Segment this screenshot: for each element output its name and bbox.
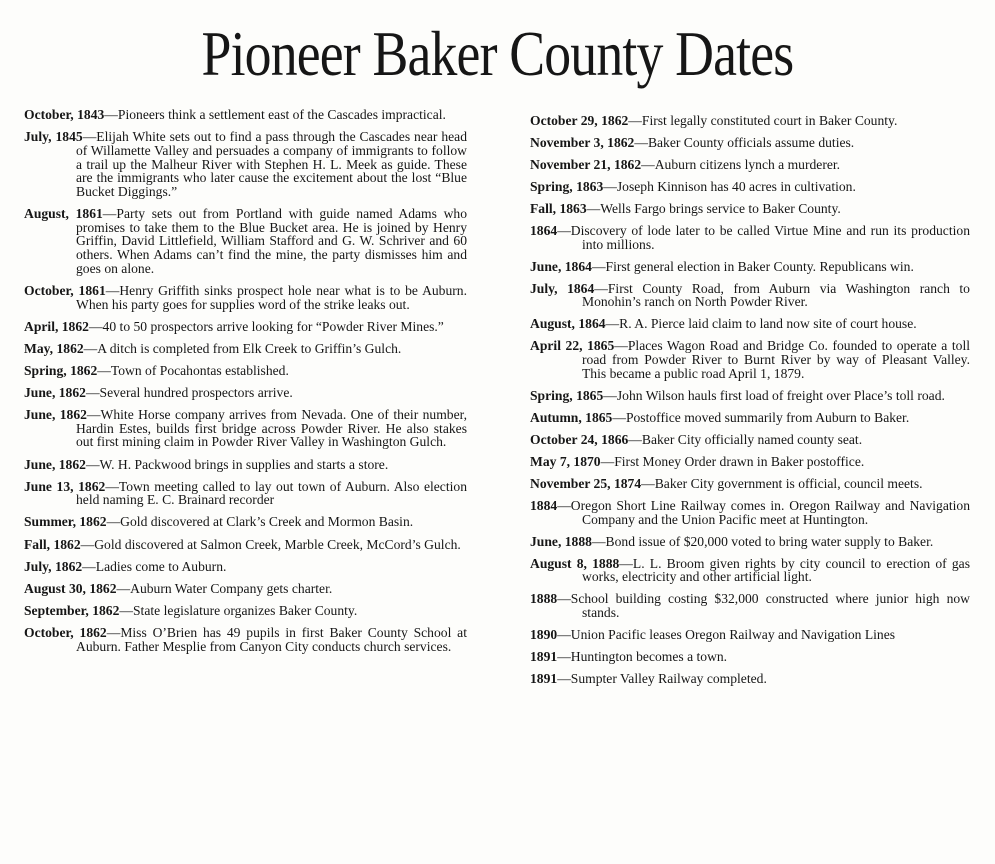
entry-date: 1890 — [530, 626, 558, 642]
entry-text: —Union Pacific leases Oregon Railway and Navigation Lines — [557, 626, 896, 642]
entry-date: October 29, 1862 — [530, 113, 629, 128]
entry-text: —A ditch is completed from Elk Creek to Griffin’s Gulch. — [83, 340, 402, 356]
entry-date: June, 1888 — [530, 533, 592, 549]
timeline-entry — [530, 535, 970, 549]
entry-date: 1864 — [530, 223, 558, 238]
timeline-entry — [530, 224, 970, 251]
timeline-entry — [24, 320, 467, 334]
timeline-entry — [24, 582, 467, 596]
entry-text: —Pioneers think a settlement east of the Cascades impractical. — [104, 107, 446, 122]
entry-text: —Places Wagon Road and Bridge Co. founded to operate a toll road from Powder River to Burnt River by way of Pleasant Valley. This became a public road April 1, 1879. — [582, 338, 970, 381]
entry-text: —State legislature organizes Baker County. — [119, 602, 358, 618]
entry-text: —John Wilson hauls first load of freight over Place’s toll road. — [603, 387, 945, 403]
entry-date: June, 1862 — [24, 407, 87, 423]
timeline-entry — [530, 136, 970, 150]
entry-text: —Auburn Water Company gets charter. — [116, 580, 333, 596]
timeline-entry — [530, 672, 970, 686]
entry-date: August 8, 1888 — [530, 555, 620, 571]
entry-date: June, 1862 — [24, 456, 86, 472]
entry-text: —Party sets out from Portland with guide named Adams who promises to take them to the Blue Bucket area. He is joined by Henry Griffin, David Littlefield, William Stafford and G. W. Schriver and 60 others. When Adams can’t find the mine, the party dismisses him and goes on alone. — [76, 206, 467, 276]
entry-text: —Sumpter Valley Railway completed. — [557, 670, 767, 686]
entry-text: —L. L. Broom given rights by city council to erection of gas works, electricity and other artificial light. — [582, 555, 970, 585]
entry-text: —Wells Fargo brings service to Baker County. — [586, 201, 841, 216]
entry-text: —Town of Pocahontas established. — [97, 362, 289, 378]
entry-text: —Auburn citizens lynch a murderer. — [641, 157, 841, 172]
timeline-entry — [530, 317, 970, 331]
timeline-entry — [530, 650, 970, 664]
entry-text: —Bond issue of $20,000 voted to bring water supply to Baker. — [591, 533, 934, 549]
entry-date: August, 1861 — [24, 206, 103, 221]
entry-date: 1884 — [530, 497, 558, 513]
entry-text: —Henry Griffith sinks prospect hole near what is to be Auburn. When his party goes for supplies word of the strike leaks out. — [76, 282, 467, 312]
entry-date: October 24, 1866 — [530, 431, 629, 447]
timeline-entry — [530, 477, 970, 491]
timeline-entry — [24, 538, 467, 552]
entry-date: July, 1845 — [24, 129, 83, 145]
entry-text: —Several hundred prospectors arrive. — [85, 384, 293, 400]
entry-text: —Baker County officials assume duties. — [634, 135, 855, 150]
timeline-entry — [530, 592, 970, 619]
entry-text: —Joseph Kinnison has 40 acres in cultivation. — [603, 179, 856, 194]
entry-date: June, 1864 — [530, 258, 592, 274]
page-title: Pioneer Baker County Dates — [201, 18, 794, 89]
entry-date: Spring, 1863 — [530, 179, 604, 194]
timeline-entry — [530, 180, 970, 194]
left-column — [24, 108, 467, 662]
entry-date: November 21, 1862 — [530, 157, 642, 172]
entry-date: August, 1864 — [530, 316, 606, 332]
timeline-entry — [530, 455, 970, 469]
entry-date: Autumn, 1865 — [530, 409, 613, 425]
entry-date: Spring, 1862 — [24, 362, 98, 378]
timeline-entry — [530, 114, 970, 128]
entry-date: 1891 — [530, 670, 558, 686]
timeline-entry — [24, 480, 467, 507]
timeline-entry — [530, 499, 970, 526]
timeline-entry — [24, 386, 467, 400]
timeline-entry — [24, 458, 467, 472]
timeline-entry — [530, 282, 970, 309]
entry-text: —First Money Order drawn in Baker postoffice. — [600, 453, 865, 469]
entry-date: May, 1862 — [24, 340, 84, 356]
entry-text: —White Horse company arrives from Nevada. One of their number, Hardin Estes, builds first bridge across Powder River. He also stakes out first mining claim in Powder River Valley in Washington Gulch. — [76, 407, 467, 450]
entry-text: —Elijah White sets out to find a pass through the Cascades near head of Willamette Valley and persuades a company of immigrants to follow a trail up the Malheur River with Stephen H. L. Meek as guide. These are the immigrants who later cause the excitement about the lost “Blue Bucket Diggings.” — [76, 129, 468, 199]
entry-date: October, 1862 — [24, 624, 107, 640]
timeline-entry — [24, 408, 467, 449]
timeline-entry — [24, 515, 467, 529]
timeline-entry — [24, 626, 467, 653]
timeline-entry — [530, 339, 970, 380]
entry-date: June 13, 1862 — [24, 478, 106, 494]
right-column — [530, 114, 970, 694]
timeline-entry — [530, 389, 970, 403]
entry-date: October, 1843 — [24, 107, 105, 122]
timeline-entry — [24, 130, 467, 199]
entry-date: 1891 — [530, 648, 558, 664]
timeline-entry — [530, 557, 970, 584]
entry-date: Spring, 1865 — [530, 387, 604, 403]
timeline-entry — [530, 411, 970, 425]
entry-date: Fall, 1863 — [530, 201, 587, 216]
entry-text: —Huntington becomes a town. — [557, 648, 728, 664]
entry-date: June, 1862 — [24, 384, 86, 400]
entry-text: —School building costing $32,000 constructed where junior high now stands. — [557, 591, 970, 620]
timeline-entry — [24, 604, 467, 618]
entry-text: —First legally constituted court in Baker County. — [628, 113, 898, 128]
entry-date: April 22, 1865 — [530, 338, 615, 354]
entry-text: —Town meeting called to lay out town of Auburn. Also election held naming E. C. Brainard recorder — [76, 478, 467, 508]
entry-date: April, 1862 — [24, 318, 89, 334]
timeline-entry — [24, 108, 467, 122]
timeline-entry — [24, 284, 467, 311]
timeline-entry — [24, 207, 467, 276]
entry-date: November 3, 1862 — [530, 135, 635, 150]
entry-text: —Gold discovered at Clark’s Creek and Mormon Basin. — [106, 514, 414, 530]
timeline-entry — [24, 342, 467, 356]
entry-text: —Oregon Short Line Railway comes in. Oregon Railway and Navigation Company and the Union Pacific meet at Huntington. — [557, 497, 970, 527]
entry-date: July, 1862 — [24, 558, 83, 574]
timeline-entry — [24, 560, 467, 574]
entry-date: July, 1864 — [530, 280, 595, 296]
entry-date: May 7, 1870 — [530, 453, 601, 469]
entry-text: —Ladies come to Auburn. — [82, 558, 227, 574]
timeline-entry — [530, 158, 970, 172]
timeline-entry — [530, 433, 970, 447]
entry-text: —Baker City officially named county seat. — [628, 431, 863, 447]
timeline-entry — [530, 628, 970, 642]
entry-text: —Miss O’Brien has 49 pupils in first Baker County School at Auburn. Father Mesplie from Canyon City conducts church services. — [76, 624, 467, 654]
entry-date: 1888 — [530, 591, 558, 607]
entry-date: November 25, 1874 — [530, 475, 642, 491]
entry-date: October, 1861 — [24, 282, 106, 298]
entry-text: —W. H. Packwood brings in supplies and starts a store. — [85, 456, 389, 472]
entry-date: September, 1862 — [24, 602, 120, 618]
entry-date: Summer, 1862 — [24, 514, 107, 530]
entry-text: —Postoffice moved summarily from Auburn to Baker. — [612, 409, 910, 425]
timeline-entry — [24, 364, 467, 378]
entry-text: —40 to 50 prospectors arrive looking for “Powder River Mines.” — [88, 318, 444, 334]
entry-text: —R. A. Pierce laid claim to land now site of court house. — [605, 316, 917, 332]
entry-text: —Baker City government is official, council meets. — [641, 475, 923, 491]
entry-text: —First general election in Baker County. Republicans win. — [591, 258, 914, 274]
entry-text: —Discovery of lode later to be called Virtue Mine and run its production into millions. — [557, 223, 970, 252]
entry-text: —First County Road, from Auburn via Washington ranch to Monohin’s ranch on North Powder River. — [582, 280, 970, 310]
timeline-entry — [530, 202, 970, 216]
timeline-entry — [530, 260, 970, 274]
entry-date: August 30, 1862 — [24, 580, 117, 596]
entry-text: —Gold discovered at Salmon Creek, Marble Creek, McCord’s Gulch. — [80, 536, 461, 552]
entry-date: Fall, 1862 — [24, 536, 81, 552]
